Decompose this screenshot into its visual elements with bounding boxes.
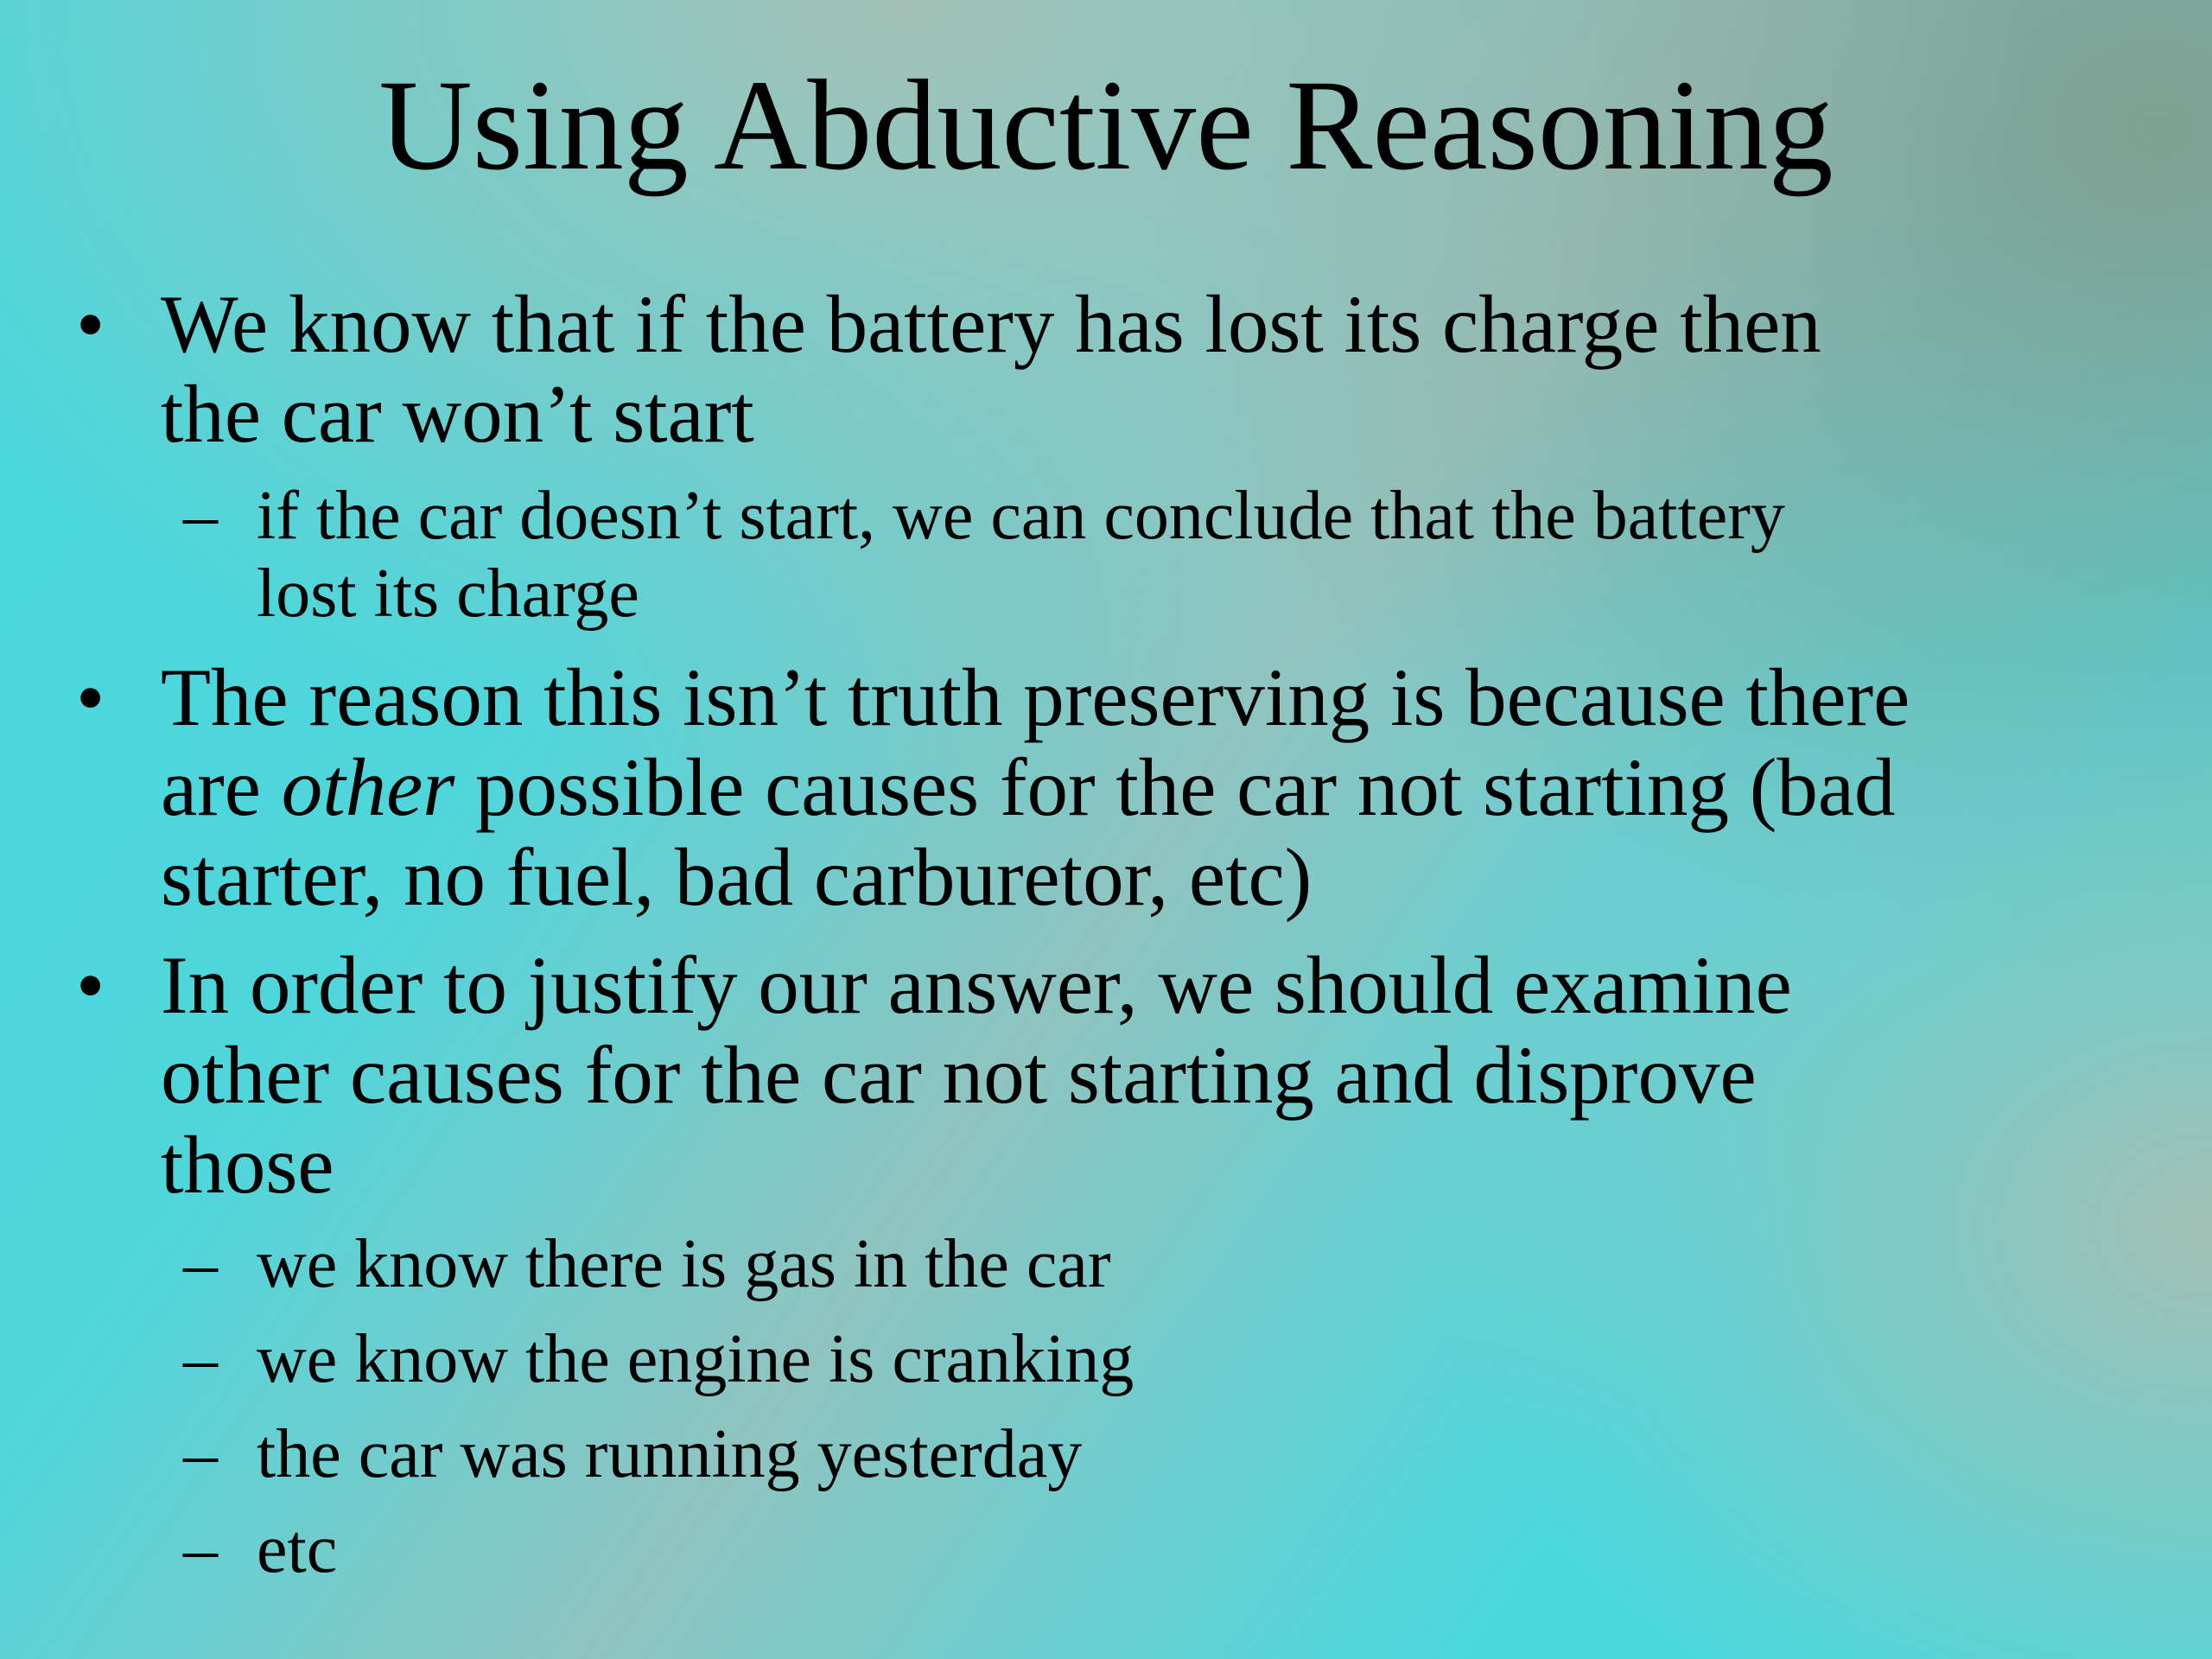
bullet-text xyxy=(161,652,1910,922)
bullet-text-line: other causes for the car not starting and disprove xyxy=(161,1029,1757,1121)
slide-title: Using Abductive Reasoning xyxy=(378,54,1834,197)
text-run: are xyxy=(161,741,282,833)
sub-bullet-text: etc xyxy=(257,1511,338,1587)
dash-marker: – xyxy=(183,1511,218,1587)
sub-bullet-text-line: lost its charge xyxy=(257,556,639,632)
emphasis-text: other xyxy=(281,741,455,833)
bullet-text-line: the car won’t start xyxy=(161,368,754,460)
bullet-text-line: those xyxy=(161,1119,334,1211)
dash-marker: – xyxy=(183,1321,218,1397)
dash-marker: – xyxy=(183,1416,218,1492)
bullet-marker: • xyxy=(76,278,105,370)
sub-bullet-text: the car was running yesterday xyxy=(257,1416,1083,1492)
bullet-text-line: The reason this isn’t truth preserving is because there xyxy=(161,652,1910,743)
bullet-text-line xyxy=(161,742,1910,832)
sub-bullet-text-line: if the car doesn’t start, we can conclude that the battery xyxy=(257,478,1785,554)
bullet-text-line: starter, no fuel, bad carburetor, etc) xyxy=(161,831,1313,923)
bullet-marker: • xyxy=(76,939,105,1031)
bullet-text xyxy=(161,940,1792,1210)
sub-bullet-text: we know the engine is cranking xyxy=(257,1321,1135,1397)
bullet-marker: • xyxy=(76,652,105,743)
text-run: possible causes for the car not starting (bad xyxy=(454,741,1896,833)
bullet-text xyxy=(161,279,1821,459)
dash-marker: – xyxy=(183,478,218,554)
sub-bullet-text xyxy=(257,477,1785,632)
bullet-text-line: In order to justify our answer, we should examine xyxy=(161,939,1792,1031)
dash-marker: – xyxy=(183,1226,218,1302)
bullet-text-line: We know that if the battery has lost its charge then xyxy=(161,278,1821,370)
sub-bullet-text: we know there is gas in the car xyxy=(257,1226,1111,1302)
